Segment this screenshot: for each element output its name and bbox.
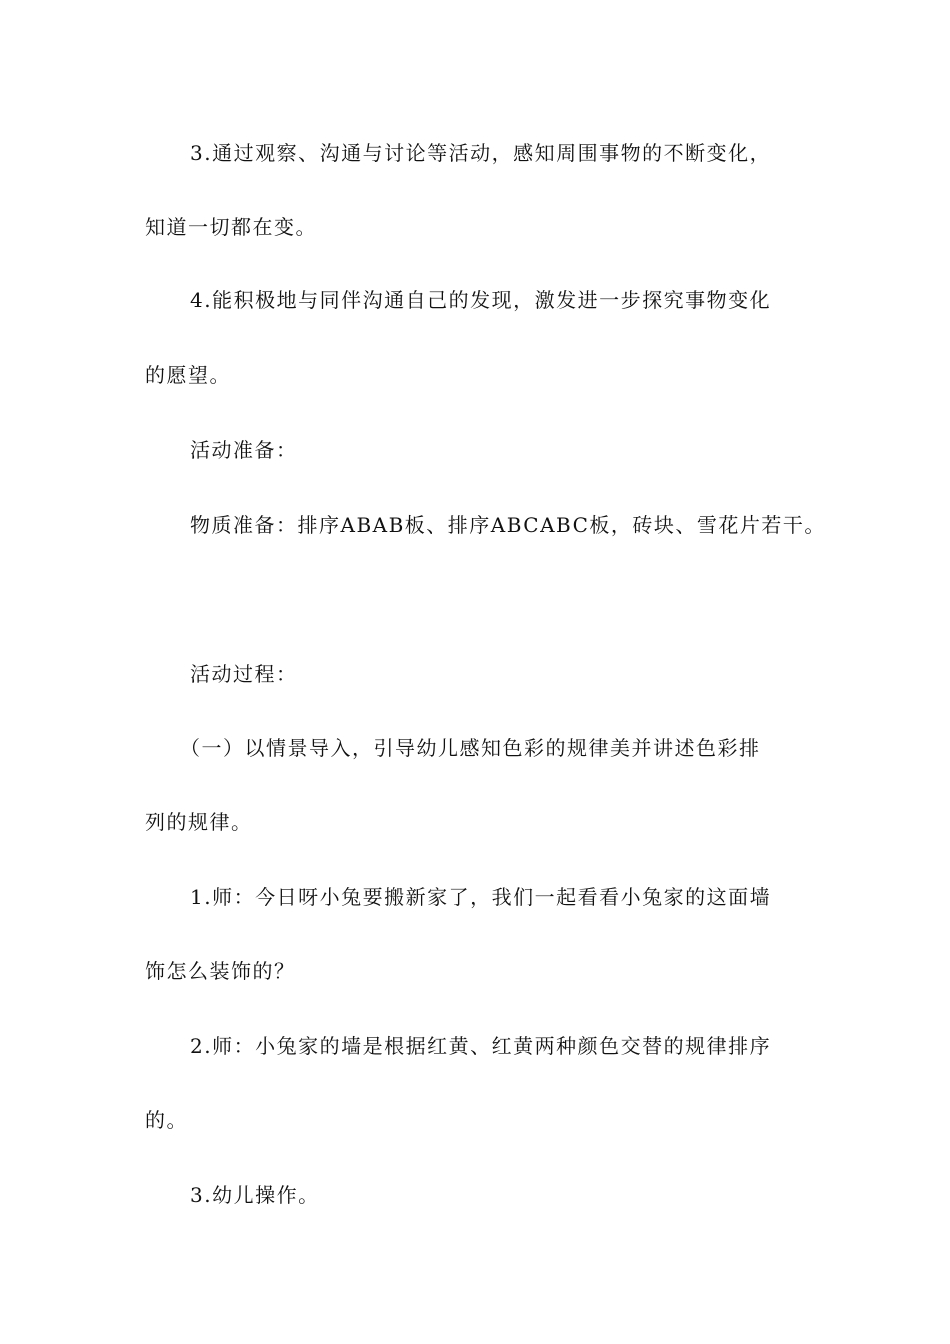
goal-3-line-1: 3.通过观察、沟通与讨论等活动，感知周围事物的不断变化， xyxy=(190,141,772,165)
preparation-heading: 活动准备： xyxy=(190,438,298,462)
material-preparation: 物质准备：排序ABAB板、排序ABCABC板，砖块、雪花片若干。 xyxy=(190,513,826,537)
teacher-2-line-1: 2.师：小兔家的墙是根据红黄、红黄两种颜色交替的规律排序 xyxy=(190,1034,772,1058)
child-operation: 3.幼儿操作。 xyxy=(190,1183,320,1207)
goal-4-line-2: 的愿望。 xyxy=(145,363,231,387)
step-1-line-1: （一）以情景导入，引导幼儿感知色彩的规律美并讲述色彩排 xyxy=(180,736,761,760)
goal-4-line-1: 4.能积极地与同伴沟通自己的发现，激发进一步探究事物变化 xyxy=(190,288,772,312)
teacher-line-2: 饰怎么装饰的？ xyxy=(145,959,296,983)
process-heading: 活动过程： xyxy=(190,662,298,686)
teacher-2-line-2: 的。 xyxy=(145,1108,188,1132)
step-1-line-2: 列的规律。 xyxy=(145,810,253,834)
goal-3-line-2: 知道一切都在变。 xyxy=(145,215,317,239)
teacher-line-1: 1.师：今日呀小兔要搬新家了，我们一起看看小兔家的这面墙 xyxy=(190,885,772,909)
